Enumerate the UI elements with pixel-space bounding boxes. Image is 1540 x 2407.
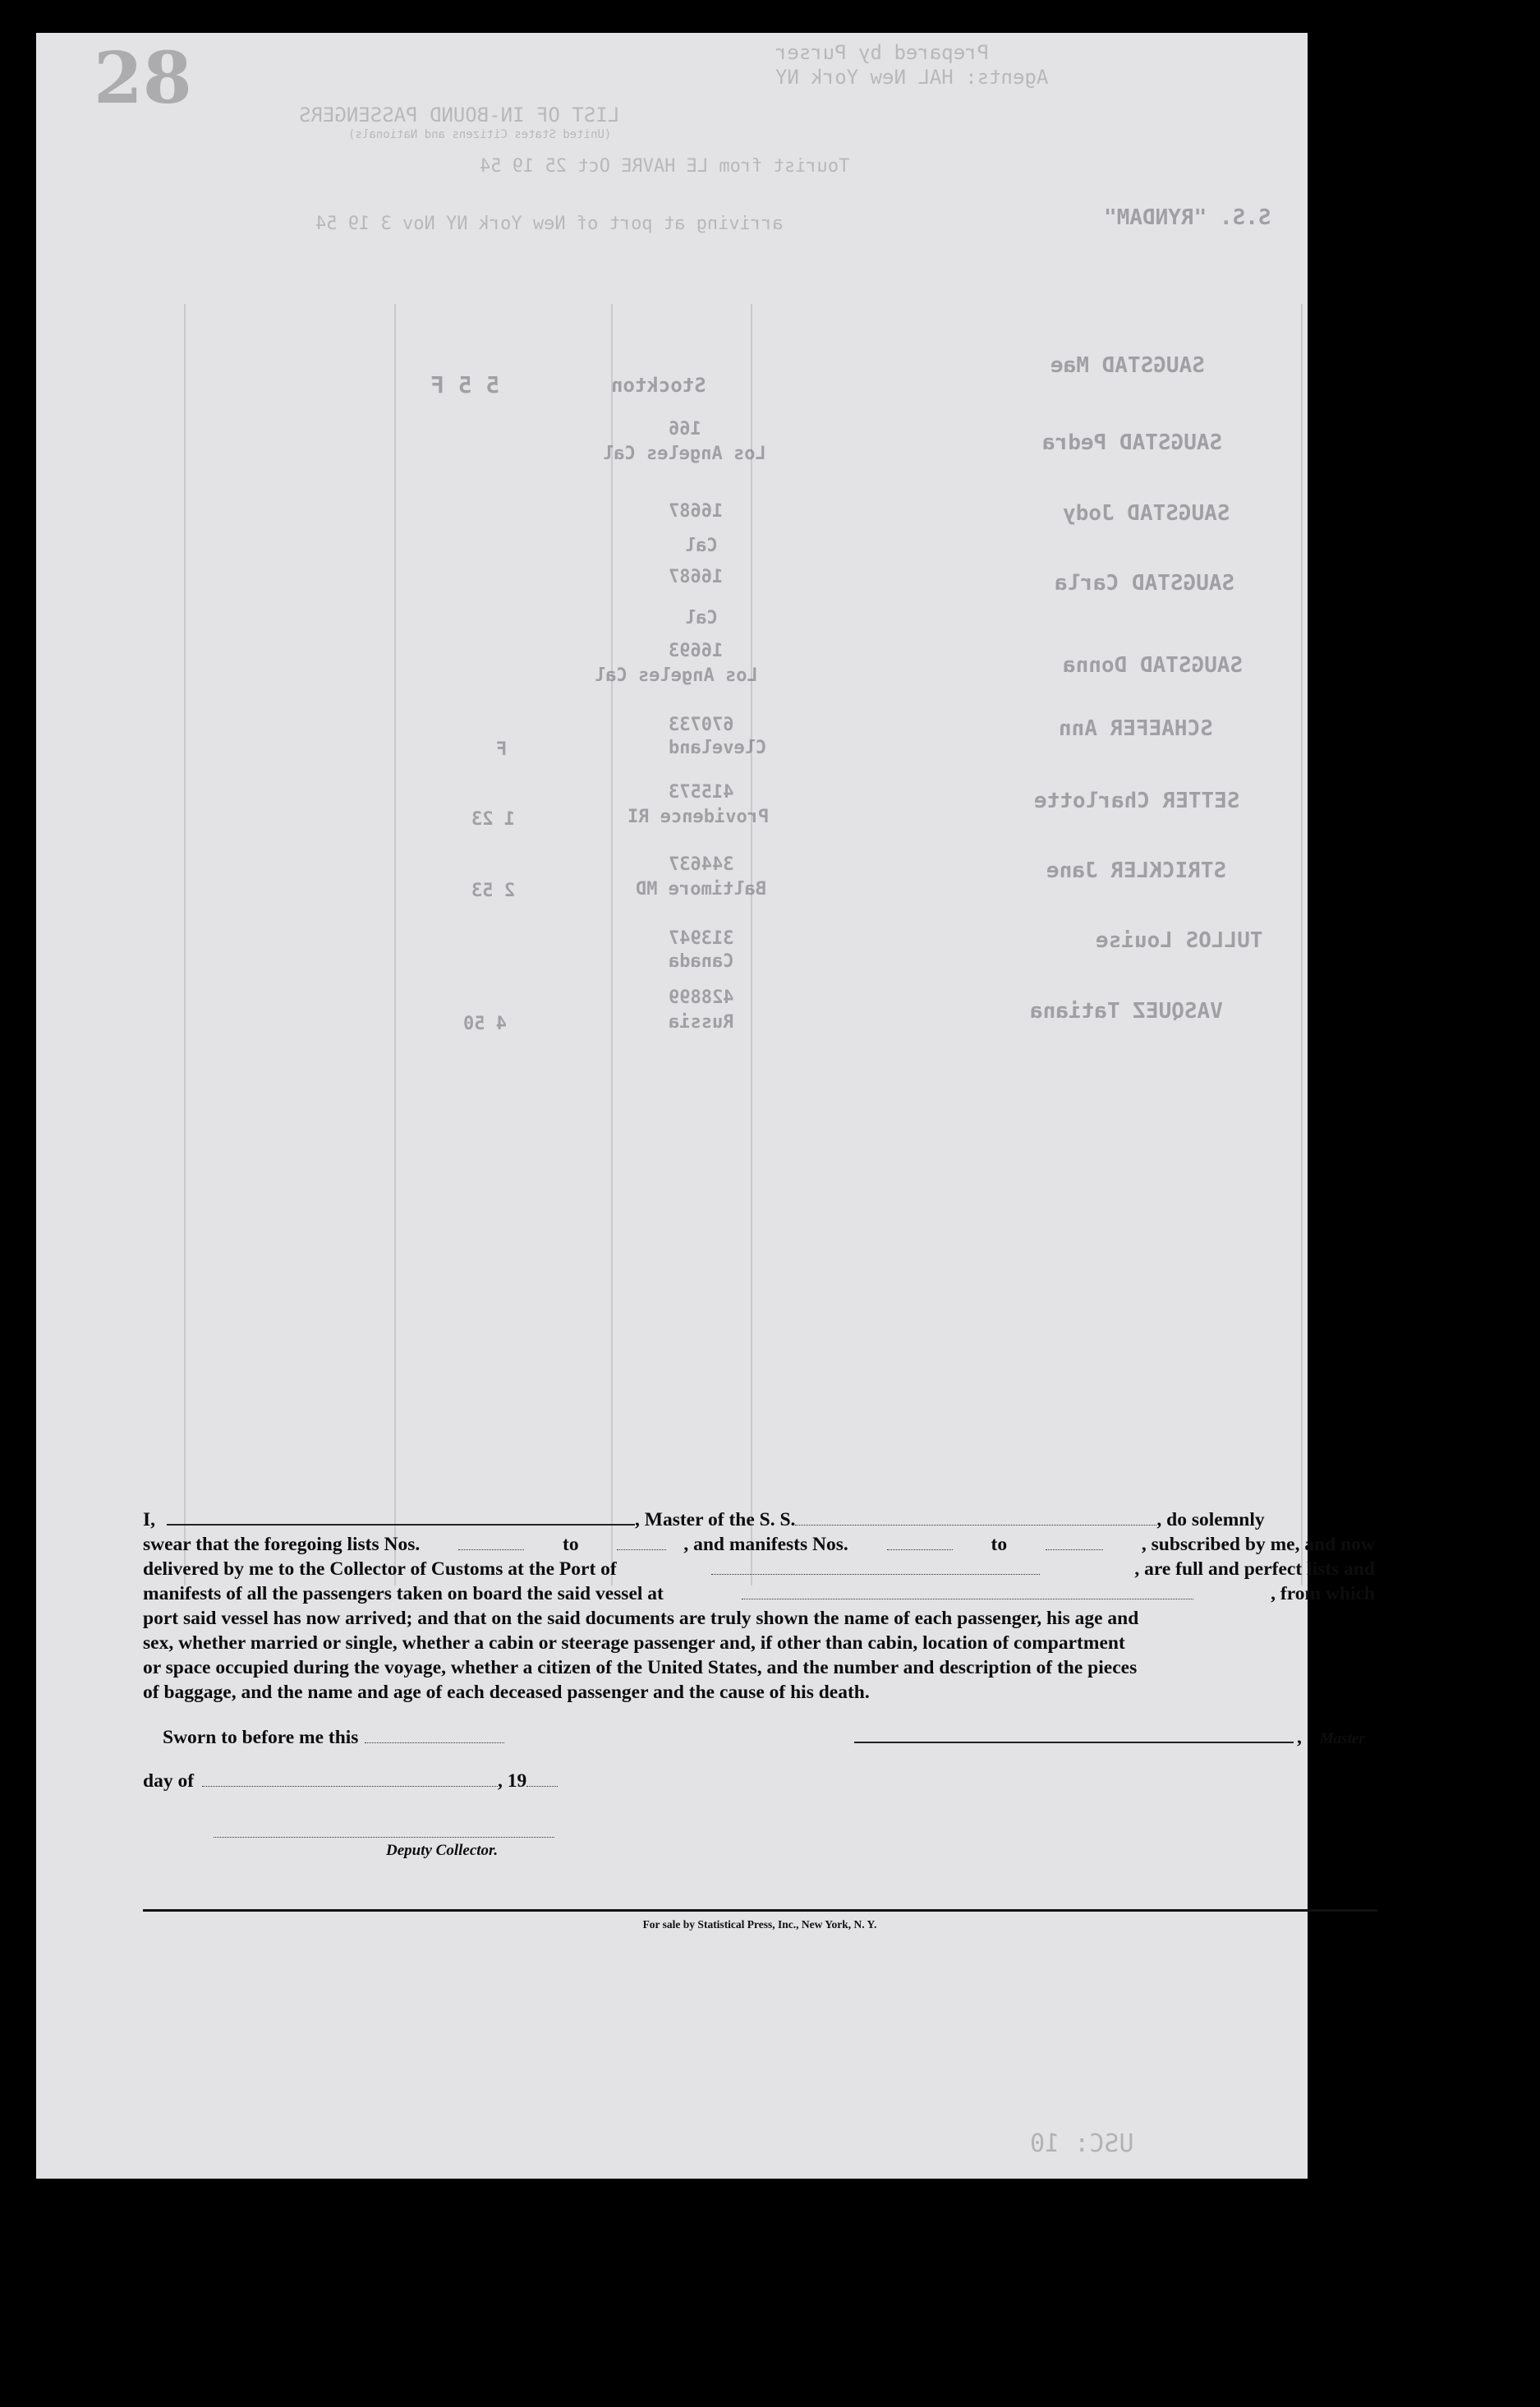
ghost-header-2: LIST OF IN-BOUND PASSENGERS [299, 104, 620, 127]
list-from-field[interactable] [458, 1535, 524, 1550]
oath-subscribed: , subscribed by me, and now [1141, 1534, 1375, 1555]
oath-master-of: , Master of the S. S. [635, 1509, 796, 1530]
ghost-passenger-name: SAUGSTAD Pedra [1042, 430, 1223, 455]
ghost-passenger-age: 4 50 [463, 1014, 507, 1034]
vessel-name-field[interactable] [795, 1510, 1156, 1526]
ghost-passenger-detail: Canada [669, 951, 734, 972]
binding-hole [1406, 103, 1444, 140]
ghost-passenger-detail: Stockton [611, 374, 706, 397]
ghost-passenger-code: 415573 [669, 782, 734, 803]
manifest-to-field[interactable] [1046, 1535, 1103, 1550]
oath-to-2: to [991, 1534, 1008, 1555]
ghost-passenger-code: 16693 [669, 641, 724, 661]
ghost-passenger-name: VASQUEZ Tatiana [1030, 999, 1223, 1024]
binding-hole [1416, 1577, 1454, 1615]
binding-hole [1406, 1448, 1444, 1486]
ghost-passenger-age: 2 53 [471, 881, 515, 901]
ghost-passenger-name: TULLOS Louise [1096, 928, 1263, 953]
ghost-passenger-detail: Cal [685, 536, 718, 556]
master-signature-row: , Master [854, 1727, 1365, 1749]
oath-line-4 [143, 1581, 1375, 1606]
column-rule [611, 304, 613, 1585]
ghost-passenger-code: 313947 [669, 928, 734, 949]
oath-line-6 [143, 1631, 1375, 1655]
ghost-passenger-name: STRICKLER Jane [1046, 858, 1227, 883]
ghost-header-3: (United States Citizens and Nationals) [348, 128, 612, 141]
binding-hole [1417, 246, 1450, 279]
master-name-field[interactable] [167, 1509, 635, 1526]
ghost-header-4: Tourist from LE HAVRE Oct 25 19 54 [480, 156, 850, 177]
master-signature-field[interactable] [854, 1727, 1294, 1743]
oath-swear: swear that the foregoing lists Nos. [143, 1534, 421, 1555]
ghost-passenger-code: 344637 [669, 854, 734, 875]
ghost-passenger-age: 5 5 F [430, 371, 500, 398]
binding-hole [1414, 1962, 1452, 2000]
ghost-passenger-detail: Baltimore MD [636, 879, 766, 900]
ghost-passenger-name: SCHAEFER Ann [1059, 716, 1213, 741]
binding-hole [1424, 1079, 1462, 1117]
oath-solemnly: , do solemnly [1156, 1509, 1265, 1530]
oath-manifests-all: manifests of all the passengers taken on board the said vessel at [143, 1583, 664, 1604]
ghost-passenger-age: 1 23 [471, 809, 515, 830]
ghost-passenger-age: F [496, 739, 508, 760]
oath-line-1 [143, 1507, 1375, 1532]
oath-lead: I, [143, 1509, 156, 1530]
sworn-label: Sworn to before me this [163, 1727, 359, 1748]
oath-line-2 [143, 1532, 1375, 1557]
oath-line-7 [143, 1655, 1375, 1680]
oath-text-7: or space occupied during the voyage, whether a citizen of the United States, and the number and description of the pieces [143, 1657, 1138, 1678]
ghost-passenger-name: SAUGSTAD Jody [1063, 501, 1230, 526]
footer-rule [143, 1909, 1377, 1912]
ghost-passenger-code: 428899 [669, 987, 734, 1008]
day-of-label: day of [143, 1770, 195, 1792]
column-rule [184, 304, 186, 1585]
ghost-passenger-detail: Russia [669, 1012, 734, 1033]
port-of-departure-field[interactable] [742, 1584, 1193, 1599]
manifest-from-field[interactable] [887, 1535, 953, 1550]
ghost-passenger-name: SETTER Charlotte [1034, 789, 1240, 813]
oath-from-which: , from which [1271, 1583, 1375, 1604]
deputy-signature-line[interactable] [214, 1824, 554, 1838]
ghost-passenger-name: SAUGSTAD Donna [1063, 653, 1243, 678]
sheet-number: 28 [94, 37, 192, 120]
manifest-sheet [36, 33, 1308, 2179]
oath-statement [143, 1507, 1375, 1705]
ghost-passenger-detail: Cleveland [669, 738, 767, 758]
binding-hole [1401, 600, 1439, 637]
ghost-header-0: Prepared by Purser [775, 41, 990, 64]
sworn-row [163, 1727, 504, 1749]
ghost-passenger-detail: Los Angeles Cal [603, 444, 766, 464]
column-rule [394, 304, 396, 1585]
sworn-date-field[interactable] [365, 1728, 504, 1743]
deputy-collector-label: Deputy Collector. [386, 1842, 499, 1859]
column-rule [1301, 304, 1303, 1585]
port-of-entry-field[interactable] [711, 1559, 1040, 1575]
oath-line-5 [143, 1606, 1375, 1631]
ghost-header-6: arriving at port of New York NY Nov 3 19 54 [315, 214, 784, 234]
list-to-field[interactable] [617, 1535, 666, 1550]
ghost-passenger-detail: Los Angeles Cal [595, 665, 758, 686]
ghost-passenger-name: SAUGSTAD Carla [1055, 571, 1235, 596]
ghost-passenger-code: 670733 [669, 715, 734, 735]
day-of-row [143, 1770, 558, 1793]
oath-line-3 [143, 1557, 1375, 1581]
ghost-passenger-detail: Providence RI [627, 807, 770, 827]
ghost-header-5: S.S. "RYNDAM" [1104, 205, 1271, 230]
year-field[interactable] [526, 1771, 558, 1787]
oath-are-full: , are full and perfect lists and [1134, 1558, 1375, 1580]
oath-text-6: sex, whether married or single, whether a cabin or steerage passenger and, if other than cabin, location of compartment [143, 1632, 1125, 1654]
ghost-header-1: Agents: HAL New York NY [775, 66, 1049, 89]
ghost-passenger-name: SAUGSTAD Mae [1050, 353, 1205, 378]
binding-hole [1416, 2095, 1454, 2133]
ghost-passenger-detail: Cal [685, 608, 718, 628]
oath-text-8: of baggage, and the name and age of each deceased passenger and the cause of his death. [143, 1682, 870, 1703]
ghost-passenger-code: 16687 [669, 501, 724, 522]
column-rule [751, 304, 752, 1585]
oath-text-5: port said vessel has now arrived; and that on the said documents are truly shown the name of each passenger, his age and [143, 1608, 1139, 1629]
ghost-passenger-code: 16687 [669, 567, 724, 587]
deputy-collector-row [386, 1842, 498, 1860]
ghost-passenger-code: 166 [669, 419, 701, 440]
oath-manifests: , and manifests Nos. [683, 1534, 848, 1555]
oath-delivered: delivered by me to the Collector of Customs at the Port of [143, 1558, 617, 1580]
oath-line-8 [143, 1680, 1375, 1705]
day-of-field[interactable] [202, 1771, 498, 1787]
binding-hole [1401, 729, 1439, 766]
year-prefix: , 19 [498, 1770, 527, 1792]
printer-imprint: For sale by Statistical Press, Inc., New York, N. Y. [642, 1918, 877, 1931]
master-label: Master [1319, 1730, 1365, 1747]
faint-stamp: USC: 10 [1030, 2129, 1134, 2158]
oath-to-1: to [563, 1534, 579, 1555]
